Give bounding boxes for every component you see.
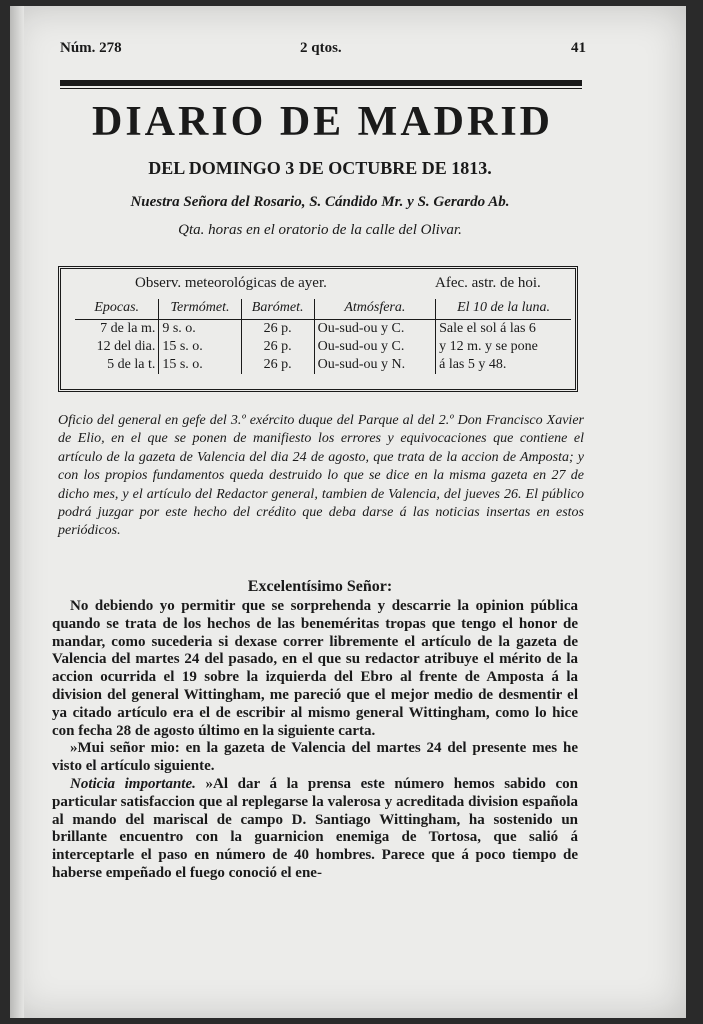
newspaper-title: DIARIO DE MADRID xyxy=(91,99,553,145)
letter-salutation: Excelentísimo Señor: xyxy=(247,578,393,595)
table-row xyxy=(75,320,571,339)
cell-termometro: 9 s. o. xyxy=(159,320,241,339)
cell-barometro: 26 p. xyxy=(241,320,314,339)
cell-luna: á las 5 y 48. xyxy=(436,356,571,374)
meteo-table xyxy=(75,299,571,374)
notice-text: »Al dar á la prensa este número hemos sabido con particular satisfaccion que al replegarse la valerosa y acreditada division española al mando del mariscal de campo D. Santiago Wittingham, ha sostenido un brillante encuentro con la guarnicion enemiga de Tortosa, que salió á interceptarle el paso en número de 40 hombres. Parece que á poco tiempo de haberse empeñado el fuego conoció el ene- xyxy=(52,775,579,881)
astro-heading: Afec. astr. de hoi. xyxy=(435,275,541,291)
cell-epoca: 7 de la m. xyxy=(100,321,156,336)
notice-label: Noticia importante. xyxy=(70,775,196,792)
cell-barometro: 26 p. xyxy=(241,338,314,356)
cell-atmosfera: Ou-sud-ou y N. xyxy=(314,356,436,374)
body-paragraph xyxy=(52,776,578,883)
table-row xyxy=(75,356,571,374)
cell-termometro: 15 s. o. xyxy=(159,338,241,356)
letter-body xyxy=(52,598,578,883)
cell-luna: y 12 m. y se pone xyxy=(436,338,571,356)
cell-luna: Sale el sol á las 6 xyxy=(436,320,571,339)
meteorological-box xyxy=(58,266,578,392)
fold-mark: 2 qtos. xyxy=(300,40,342,56)
cell-atmosfera: Ou-sud-ou y C. xyxy=(314,338,436,356)
body-paragraph: No debiendo yo permitir que se sorprehenda y descarrie la opinion pública quando se trata de los hechos de las beneméritas tropas que tengo el honor de mandar, como sucederia si dexase correr libremente el artículo de la gazeta de Valencia del martes 24 del pasado, en el que su redactor atribuye el mérito de la accion ocurrida el 19 sobre la izquierda del Ebro al frente de Amposta á la division del general Wittingham, me pareció que el mejor medio de desmentir el ya citado artículo era el de escribir al mismo general Wittingham, como lo hice con fecha 28 de agosto último en la siguiente carta. xyxy=(52,598,578,739)
body-paragraph: »Mui señor mio: en la gazeta de Valencia del martes 24 del presente mes he visto el artículo siguiente. xyxy=(52,740,578,775)
meteo-heading: Observ. meteorológicas de ayer. xyxy=(135,275,327,291)
cell-atmosfera: Ou-sud-ou y C. xyxy=(314,320,436,339)
col-luna: El 10 de la luna. xyxy=(436,299,571,320)
cell-epoca: 5 de la t. xyxy=(107,357,156,372)
col-atmosfera: Atmósfera. xyxy=(314,299,436,320)
col-barometro: Barómet. xyxy=(241,299,314,320)
cell-termometro: 15 s. o. xyxy=(159,356,241,374)
issue-number: Núm. 278 xyxy=(60,40,122,56)
page-number: 41 xyxy=(571,40,586,56)
page-binding-edge xyxy=(10,6,24,1018)
cell-barometro: 26 p. xyxy=(241,356,314,374)
oficio-summary: Oficio del general en gefe del 3.º exército duque del Parque al del 2.º Don Francisco Xavier de Elio, en el que se ponen de manifiesto los errores y equivocaciones que contiene el artículo de la gazeta de Valencia del dia 24 de agosto, que trata de la accion de Amposta; y con los propios fundamentos queda destruido lo que se dice en la misma gazeta en 27 de dicho mes, y el artículo del Redactor general, tambien de Valencia, del jueves 26. El público podrá juzgar por este hecho del crédito que deba darse á las noticias insertas en estos periódicos. xyxy=(58,413,584,539)
masthead-header-line xyxy=(60,40,586,60)
oratorio-notice: Qta. horas en el oratorio de la calle del Olivar. xyxy=(178,222,462,238)
header-rule-thick xyxy=(60,80,582,86)
table-row xyxy=(75,338,571,356)
col-termometro: Termómet. xyxy=(159,299,241,320)
header-rule-thin xyxy=(60,88,582,89)
meteo-header-row xyxy=(75,299,571,320)
saints-of-the-day: Nuestra Señora del Rosario, S. Cándido Mr. y S. Gerardo Ab. xyxy=(130,194,510,210)
cell-epoca: 12 del dia. xyxy=(96,339,156,354)
issue-date: DEL DOMINGO 3 DE OCTUBRE DE 1813. xyxy=(148,158,492,178)
col-epocas: Epocas. xyxy=(75,299,159,320)
